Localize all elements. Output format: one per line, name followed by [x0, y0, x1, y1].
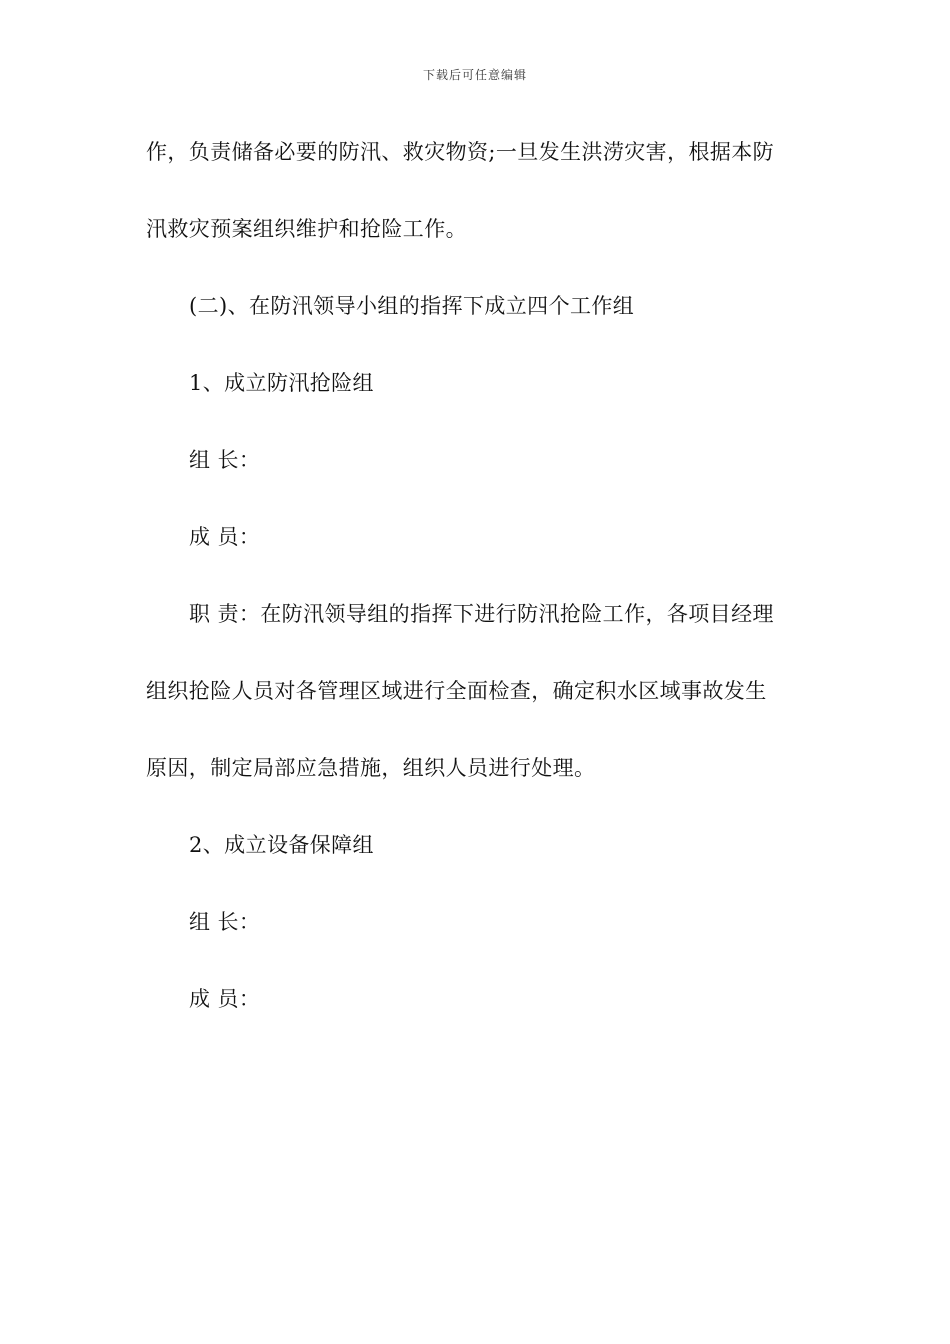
- page-header: 下载后可任意编辑: [422, 68, 527, 82]
- group-members-label-1: 成 员：: [189, 525, 261, 549]
- subheading-flood-rescue-group: 1、成立防汛抢险组: [189, 371, 374, 395]
- subheading-equipment-support-group: 2、成立设备保障组: [189, 833, 374, 857]
- paragraph-line-continuation-end: 汛救灾预案组织维护和抢险工作。: [146, 217, 467, 241]
- duties-paragraph-line-2: 组织抢险人员对各管理区域进行全面检查，确定积水区域事故发生: [146, 679, 767, 703]
- duties-paragraph-line-3: 原因，制定局部应急措施，组织人员进行处理。: [146, 756, 596, 780]
- duties-paragraph-line-1: 职 责：在防汛领导组的指挥下进行防汛抢险工作，各项目经理: [189, 602, 774, 626]
- group-members-label-2: 成 员：: [189, 987, 261, 1011]
- group-leader-label-2: 组 长：: [189, 910, 261, 934]
- section-heading-work-groups: (二)、在防汛领导小组的指挥下成立四个工作组: [189, 294, 635, 318]
- group-leader-label-1: 组 长：: [189, 448, 261, 472]
- paragraph-line-continuation: 作，负责储备必要的防汛、救灾物资;一旦发生洪涝灾害，根据本防: [146, 140, 775, 164]
